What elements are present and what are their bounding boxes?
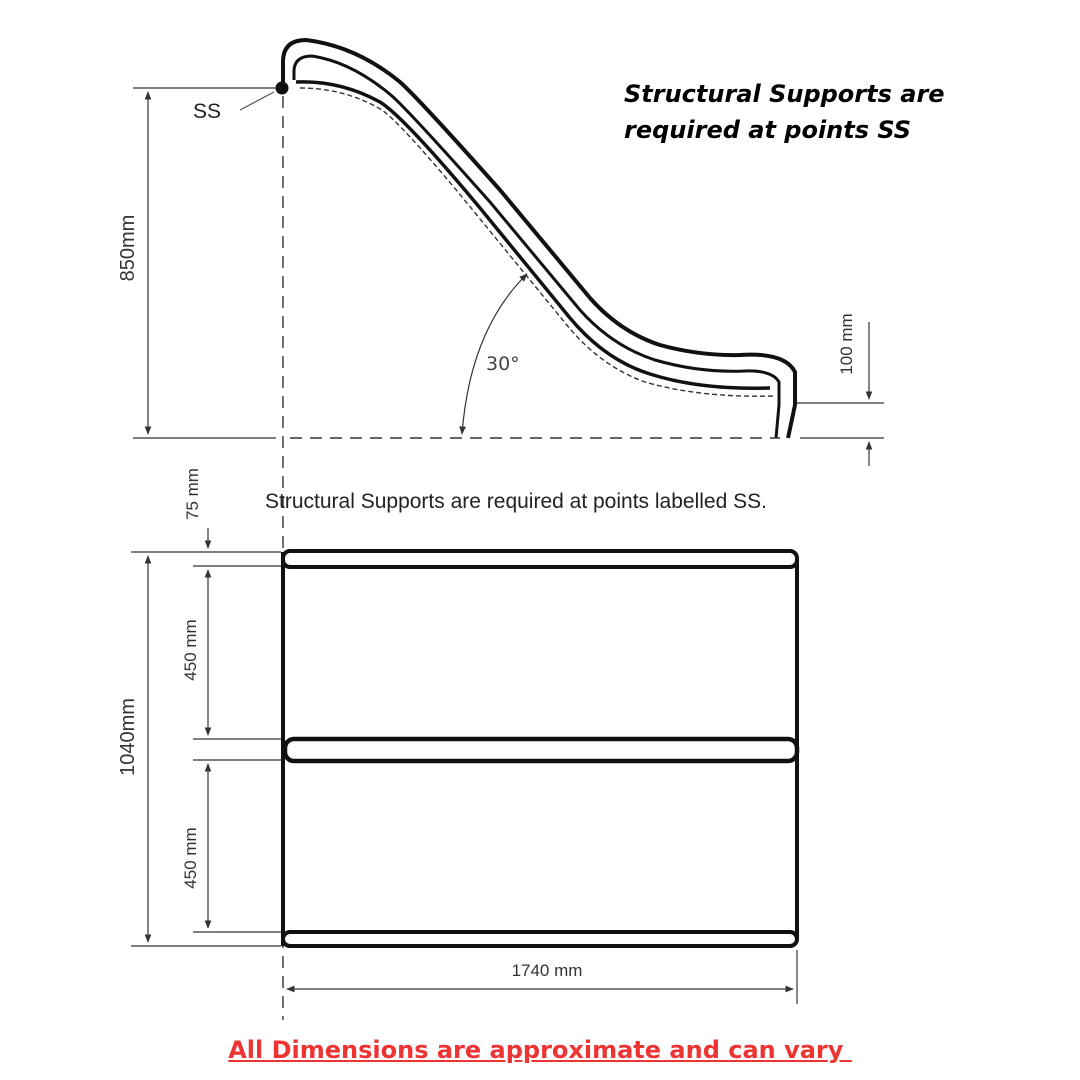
angle-label: 30°: [486, 353, 520, 375]
exit-height-label: 100 mm: [837, 313, 856, 375]
length-label: 1740 mm: [511, 961, 583, 980]
bottom-rail: [283, 932, 797, 946]
dimensions-disclaimer: All Dimensions are approximate and can vary: [228, 1036, 852, 1064]
structural-support-callout: [624, 76, 1044, 148]
support-marker-label: SS: [193, 100, 222, 123]
side-view: [117, 40, 884, 1020]
top-rail: [283, 551, 797, 567]
callout-line-2: required at points SS: [624, 116, 912, 144]
lane-1-width-label: 450 mm: [181, 619, 200, 681]
centre-divider: [285, 739, 797, 761]
top-view: [117, 468, 797, 1004]
support-point-ss: [276, 82, 289, 95]
lane-2-width-label: 450 mm: [181, 827, 200, 889]
gap-label: 75 mm: [183, 468, 202, 520]
callout-line-1: Structural Supports are: [624, 80, 945, 108]
height-label: 850mm: [117, 214, 139, 282]
support-note: Structural Supports are required at points labelled SS.: [265, 490, 767, 513]
total-width-label: 1040mm: [117, 698, 139, 776]
